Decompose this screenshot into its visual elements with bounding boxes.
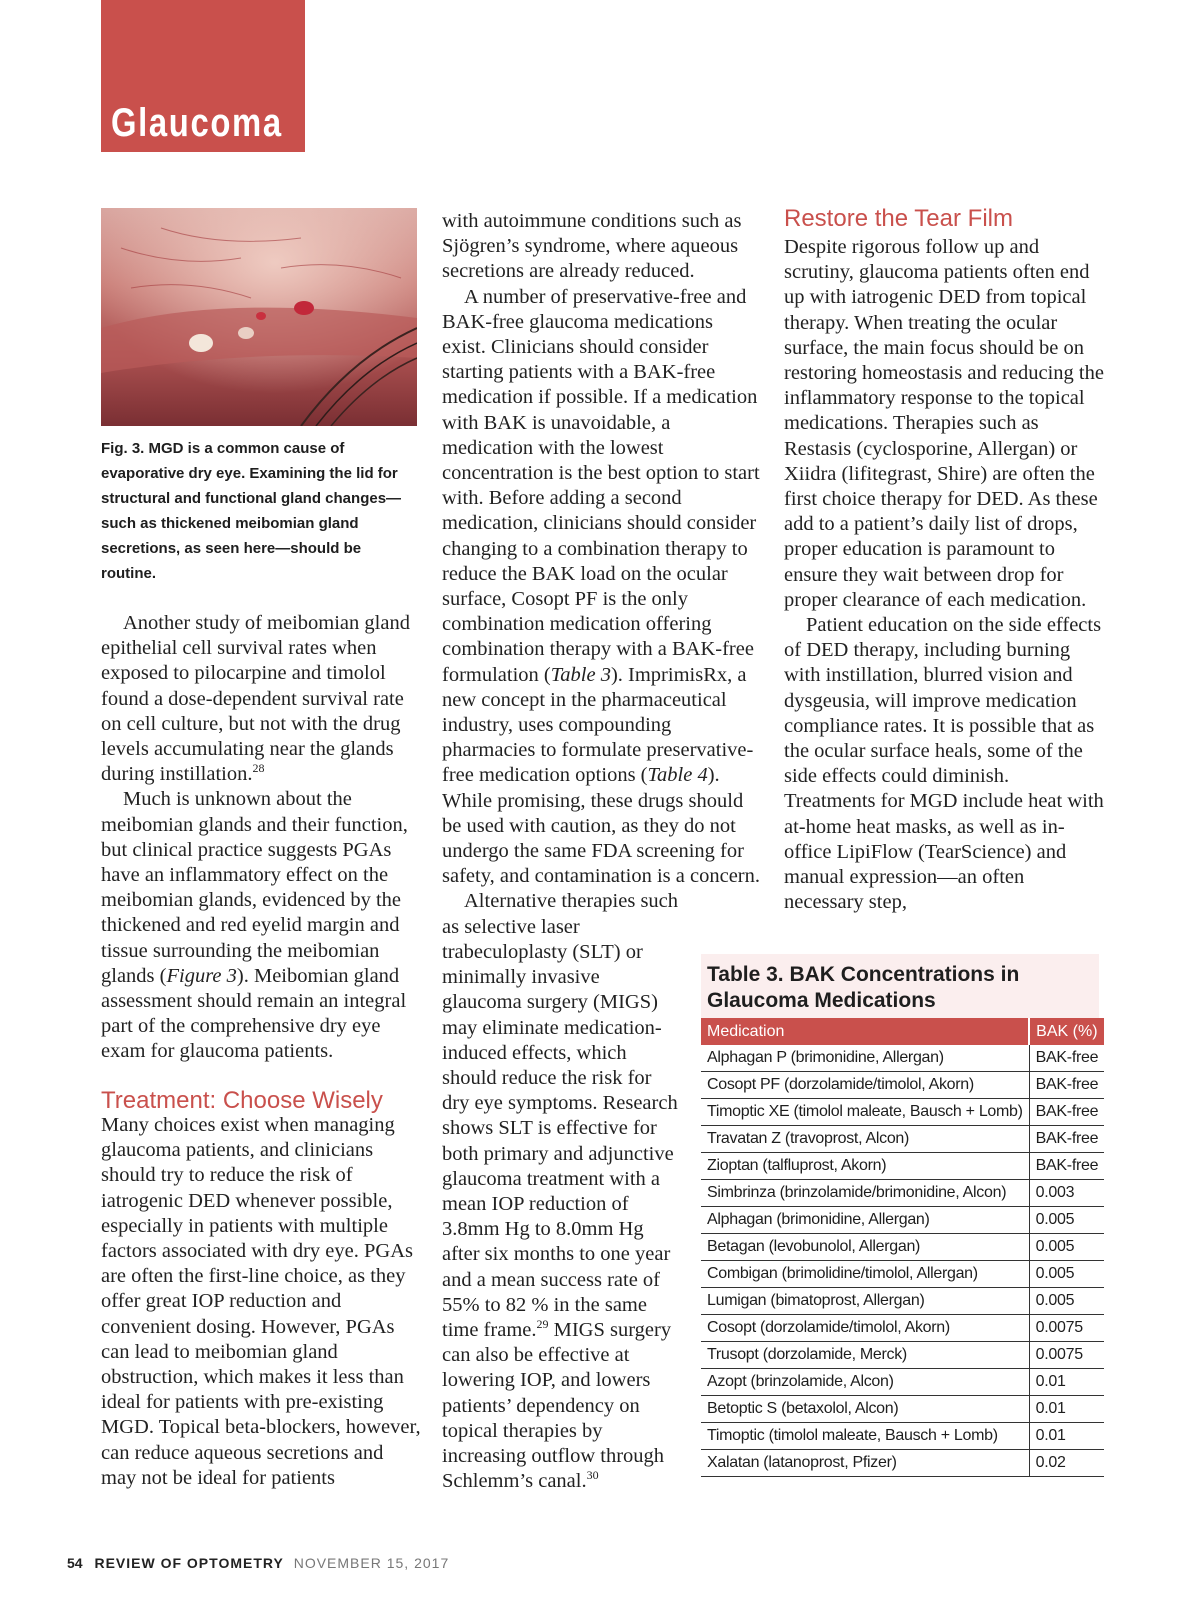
bak-cell: 0.01 bbox=[1029, 1423, 1104, 1450]
bak-cell: BAK-free bbox=[1029, 1072, 1104, 1099]
table-row bbox=[701, 1099, 1104, 1126]
table-row bbox=[701, 1045, 1104, 1072]
table-title: Table 3. BAK Concentrations in Glaucoma Medications bbox=[707, 963, 1020, 1012]
paragraph: Patient education on the side effects of DED therapy, including burning with instillation, blurred vision and dysgeusia, will improve medication compliance rates. It is possible that as the ocular surface heals, some of the side effects could diminish. Treatments for MGD include heat with at-home heat masks, as well as in-office LipiFlow (TearScience) and manual expression—an often necessary step, bbox=[784, 614, 1104, 914]
table-row bbox=[701, 1450, 1104, 1477]
column-header: BAK (%) bbox=[1029, 1018, 1104, 1045]
paragraph: Alternative therapies such as selective laser trabeculoplasty (SLT) or minimally invasive glaucoma surgery (MIGS) may eliminate medication-induced effects, which should reduce the risk for dry eye symptoms. Research shows SLT is effective for both primary and adjunctive glaucoma treatment with a mean IOP reduction of 3.8mm Hg to 8.0mm Hg after six months to one year and a mean success rate of 55% to 82 % in the same time frame.$^{29}$ MIGS surgery can also be effective at lowering IOP, and lowers patients’ dependency on topical therapies by increasing outflow through Schlemm’s canal.$^{30}$ bbox=[442, 890, 679, 1493]
paragraph: Much is unknown about the meibomian glands and their function, but clinical practice suggests PGAs have an inflammatory effect on the meibomian glands, evidenced by the thickened and red eyelid margin and tissue surrounding the meibomian glands (Figure 3). Meibomian gland assessment should remain an integral part of the comprehensive dry eye exam for glaucoma patients. bbox=[101, 788, 408, 1063]
table-row bbox=[701, 1207, 1104, 1234]
bak-cell: BAK-free bbox=[1029, 1099, 1104, 1126]
bak-cell: 0.02 bbox=[1029, 1450, 1104, 1477]
section-tab bbox=[101, 0, 305, 152]
table-row bbox=[701, 1396, 1104, 1423]
issue-date: NOVEMBER 15, 2017 bbox=[293, 1555, 450, 1571]
magazine-name: REVIEW OF OPTOMETRY bbox=[94, 1555, 284, 1571]
medication-cell: Betoptic S (betaxolol, Alcon) bbox=[701, 1396, 1029, 1423]
bak-cell: 0.005 bbox=[1029, 1288, 1104, 1315]
bak-cell: 0.005 bbox=[1029, 1261, 1104, 1288]
table-row bbox=[701, 1423, 1104, 1450]
medication-cell: Betagan (levobunolol, Allergan) bbox=[701, 1234, 1029, 1261]
medication-cell: Trusopt (dorzolamide, Merck) bbox=[701, 1342, 1029, 1369]
medication-cell: Timoptic (timolol maleate, Bausch + Lomb) bbox=[701, 1423, 1029, 1450]
bak-cell: 0.0075 bbox=[1029, 1315, 1104, 1342]
medication-cell: Azopt (brinzolamide, Alcon) bbox=[701, 1369, 1029, 1396]
medication-cell: Alphagan P (brimonidine, Allergan) bbox=[701, 1045, 1029, 1072]
column-1 bbox=[101, 611, 423, 1065]
bak-cell: 0.0075 bbox=[1029, 1342, 1104, 1369]
medication-cell: Simbrinza (brinzolamide/brimonidine, Alcon) bbox=[701, 1180, 1029, 1207]
bak-cell: 0.01 bbox=[1029, 1369, 1104, 1396]
bak-table bbox=[701, 1018, 1104, 1477]
column-3 bbox=[784, 235, 1104, 915]
medication-cell: Timoptic XE (timolol maleate, Bausch + Lomb) bbox=[701, 1099, 1029, 1126]
bak-cell: BAK-free bbox=[1029, 1153, 1104, 1180]
table-row bbox=[701, 1153, 1104, 1180]
table-header-row bbox=[701, 1018, 1104, 1045]
section-title: Glaucoma bbox=[111, 101, 283, 145]
medication-cell: Alphagan (brimonidine, Allergan) bbox=[701, 1207, 1029, 1234]
paragraph: Many choices exist when managing glaucoma patients, and clinicians should try to reduce the risk of iatrogenic DED whenever possible, especially in patients with multiple factors associated with dry eye. PGAs are often the first-line choice, as they offer great IOP reduction and convenient dosing. However, PGAs can lead to meibomian gland obstruction, which makes it less than ideal for patients with pre-existing MGD. Topical beta-blockers, however, can reduce aqueous secretions and may not be ideal for patients bbox=[101, 1114, 421, 1489]
medication-cell: Xalatan (latanoprost, Pfizer) bbox=[701, 1450, 1029, 1477]
table-reference: Table 3 bbox=[550, 663, 611, 686]
paragraph: A number of preservative-free and BAK-free glaucoma medications exist. Clinicians should consider starting patients with a BAK-free medication if possible. If a medication with BAK is unavoidable, a medication with the lowest concentration is the best option to start with. Before adding a second medication, clinicians should consider changing to a combination therapy to reduce the BAK load on the ocular surface, Cosopt PF is the only combination medication offering combination therapy with a BAK-free formulation (Table 3). ImprimisRx, a new concept in the pharmaceutical industry, uses compounding pharmacies to formulate preservative-free medication options (Table 4). While promising, these drugs should be used with caution, as they do not undergo the same FDA screening for safety, and contamination is a concern. bbox=[442, 285, 761, 888]
figure-image bbox=[101, 208, 417, 426]
table-row bbox=[701, 1315, 1104, 1342]
table-row bbox=[701, 1180, 1104, 1207]
table-reference: Table 4 bbox=[647, 764, 708, 787]
paragraph: Another study of meibomian gland epithelial cell survival rates when exposed to pilocarpine and timolol found a dose-dependent survival rate on cell culture, but not with the drug levels accumulating near the glands during instillation.$^{28}$ bbox=[101, 612, 410, 786]
table-row bbox=[701, 1261, 1104, 1288]
table-row bbox=[701, 1342, 1104, 1369]
table-row bbox=[701, 1072, 1104, 1099]
bak-cell: BAK-free bbox=[1029, 1045, 1104, 1072]
table-row bbox=[701, 1369, 1104, 1396]
bak-cell: 0.005 bbox=[1029, 1207, 1104, 1234]
page-number: 54 bbox=[67, 1555, 83, 1571]
table-row bbox=[701, 1126, 1104, 1153]
bak-cell: 0.01 bbox=[1029, 1396, 1104, 1423]
table-row bbox=[701, 1234, 1104, 1261]
bak-table-box bbox=[701, 954, 1099, 1477]
column-1-continued bbox=[101, 1113, 423, 1491]
eyelid-photo bbox=[101, 208, 417, 426]
medication-cell: Travatan Z (travoprost, Alcon) bbox=[701, 1126, 1029, 1153]
column-header: Medication bbox=[701, 1018, 1029, 1045]
bak-cell: 0.005 bbox=[1029, 1234, 1104, 1261]
figure-caption: Fig. 3. MGD is a common cause of evaporative dry eye. Examining the lid for structural and functional gland changes—such as thickened meibomian gland secretions, as seen here—should be routine. bbox=[101, 440, 402, 582]
bak-cell: 0.003 bbox=[1029, 1180, 1104, 1207]
page-footer bbox=[67, 1555, 449, 1571]
section-heading-restore: Restore the Tear Film bbox=[784, 205, 1013, 232]
medication-cell: Cosopt PF (dorzolamide/timolol, Akorn) bbox=[701, 1072, 1029, 1099]
figure-reference: Figure 3 bbox=[166, 964, 237, 987]
medication-cell: Lumigan (bimatoprost, Allergan) bbox=[701, 1288, 1029, 1315]
paragraph: with autoimmune conditions such as Sjögren’s syndrome, where aqueous secretions are already reduced. bbox=[442, 210, 742, 283]
medication-cell: Combigan (brimolidine/timolol, Allergan) bbox=[701, 1261, 1029, 1288]
section-heading-treatment: Treatment: Choose Wisely bbox=[101, 1087, 383, 1114]
medication-cell: Cosopt (dorzolamide/timolol, Akorn) bbox=[701, 1315, 1029, 1342]
bak-cell: BAK-free bbox=[1029, 1126, 1104, 1153]
table-row bbox=[701, 1288, 1104, 1315]
paragraph: Despite rigorous follow up and scrutiny, glaucoma patients often end up with iatrogenic DED from topical therapy. When treating the ocular surface, the main focus should be on restoring homeostasis and reducing the inflammatory response to the topical medications. Therapies such as Restasis (cyclosporine, Allergan) or Xiidra (lifitegrast, Shire) are often the first choice therapy for DED. As these add to a patient’s daily list of drops, proper education is paramount to ensure they wait between drop for proper clearance of each medication. bbox=[784, 236, 1104, 611]
medication-cell: Zioptan (talfluprost, Akorn) bbox=[701, 1153, 1029, 1180]
